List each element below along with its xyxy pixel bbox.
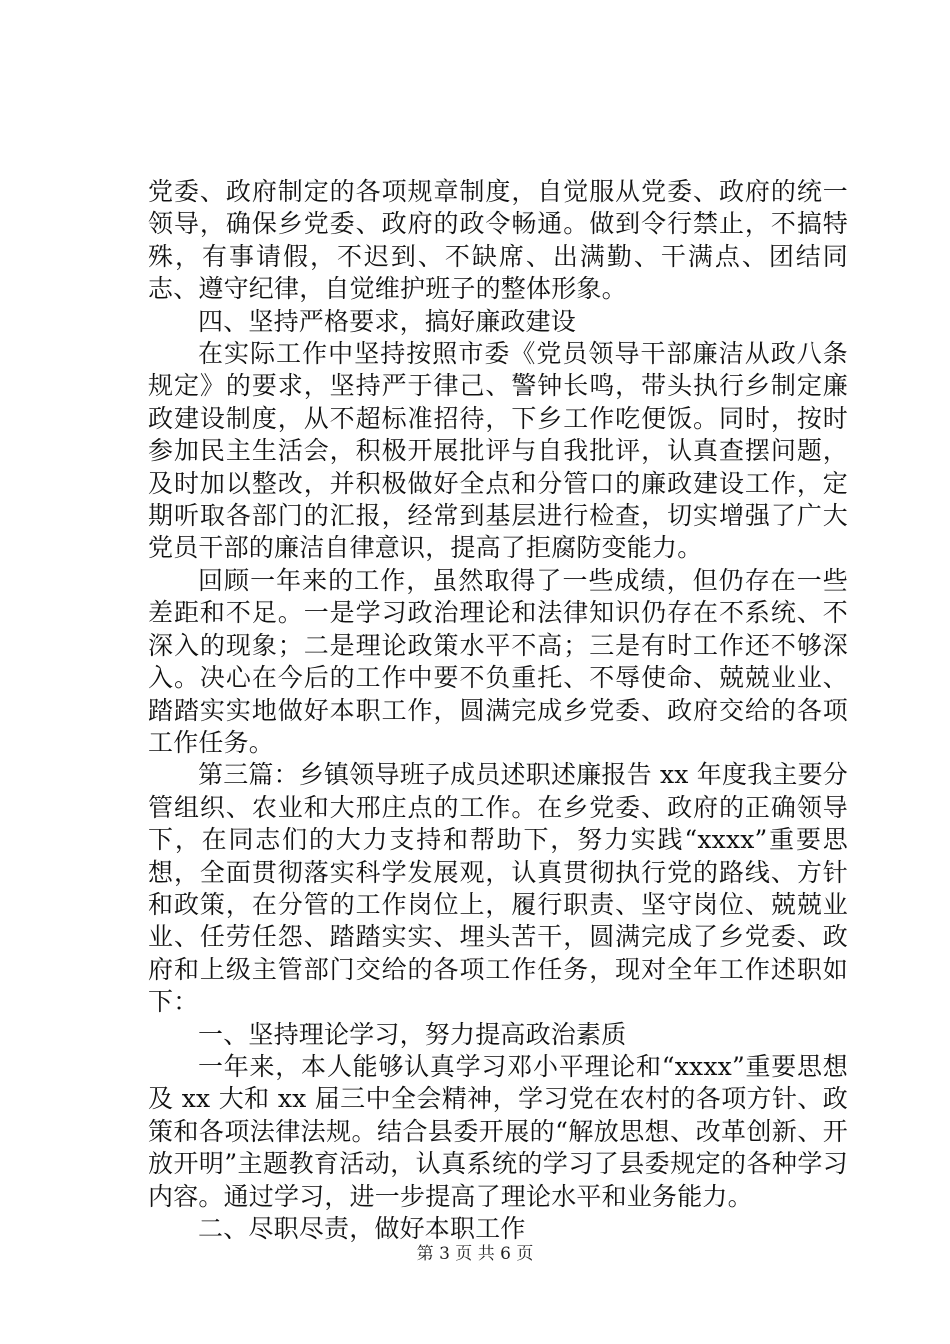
section-heading-2: 二、尽职尽责，做好本职工作	[198, 1214, 526, 1243]
paragraph-integrity: 在实际工作中坚持按照市委《党员领导干部廉洁从政八条规定》的要求，坚持严于律己、警钟长鸣，带头执行乡制定廉政建设制度，从不超标准招待，下乡工作吃便饭。同时，按时参加民主生活会，积极开展批评与自我批评，认真查摆问题，及时加以整改，并积极做好全点和分管口的廉政建设工作，定期听取各部门的汇报，经常到基层进行检查，切实增强了广大党员干部的廉洁自律意识，提高了拒腐防变能力。	[148, 339, 848, 563]
paragraph-part-three: 第三篇：乡镇领导班子成员述职述廉报告 xx 年度我主要分管组织、农业和大邢庄点的工作。在乡党委、政府的正确领导下，在同志们的大力支持和帮助下，努力实践“xxxx”重要思想，全面贯彻落实科学发展观，认真贯彻执行党的路线、方针和政策，在分管的工作岗位上，履行职责、坚守岗位、兢兢业业、任劳任怨、踏踏实实、埋头苦干，圆满完成了乡党委、政府和上级主管部门交给的各项工作任务，现对全年工作述职如下：	[148, 760, 848, 1017]
section-heading-4: 四、坚持严格要求，搞好廉政建设	[198, 306, 577, 336]
paragraph-continuation: 党委、政府制定的各项规章制度，自觉服从党委、政府的统一领导，确保乡党委、政府的政令畅通。做到令行禁止，不搞特殊，有事请假，不迟到、不缺席、出满勤、干满点、团结同志、遵守纪律，自觉维护班子的整体形象。	[148, 177, 848, 304]
paragraph-review: 回顾一年来的工作，虽然取得了一些成绩，但仍存在一些差距和不足。一是学习政治理论和法律知识仍存在不系统、不深入的现象；二是理论政策水平不高；三是有时工作还不够深入。决心在今后的工作中要不负重托、不辱使命、兢兢业业、踏踏实实地做好本职工作，圆满完成乡党委、政府交给的各项工作任务。	[148, 565, 848, 757]
document-body	[148, 176, 848, 1245]
section-heading-1: 一、坚持理论学习，努力提高政治素质	[198, 1019, 627, 1049]
paragraph-study: 一年来，本人能够认真学习邓小平理论和“xxxx”重要思想及 xx 大和 xx 届三中全会精神，学习党在农村的各项方针、政策和各项法律法规。结合县委开展的“解放思想、改革创新、开放开明”主题教育活动，认真系统的学习了县委规定的各种学习内容。通过学习，进一步提高了理论水平和业务能力。	[148, 1051, 848, 1211]
page-number-footer: 第 3 页 共 6 页	[416, 1244, 534, 1264]
